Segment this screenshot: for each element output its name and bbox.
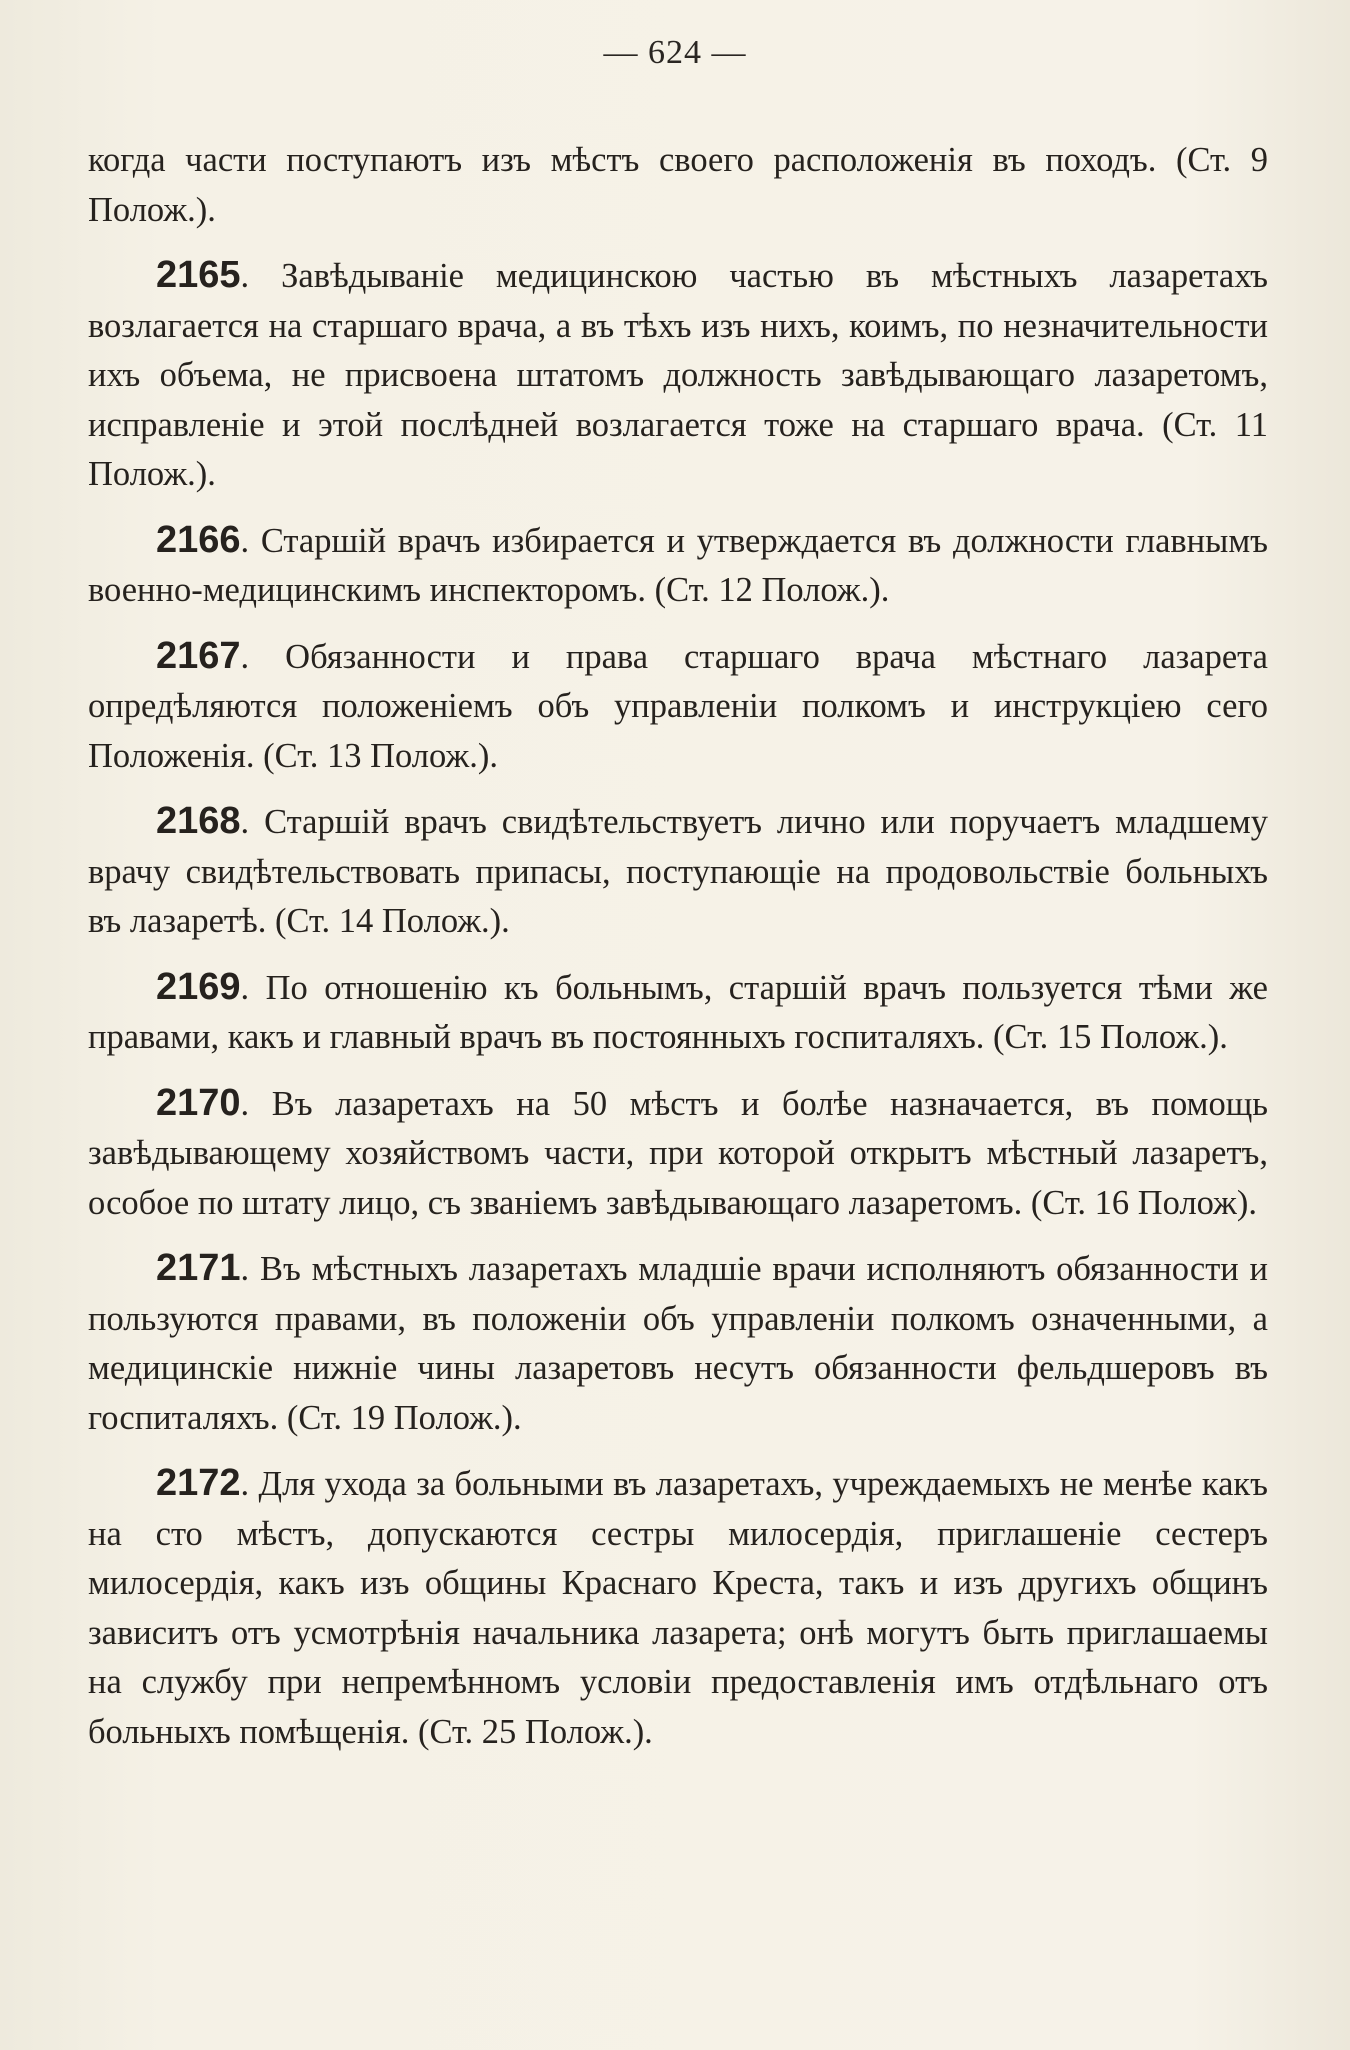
article-number: 2170 — [156, 1081, 241, 1124]
article-text: Старшій врачъ избирается и утверждается въ должности главнымъ военно-медицинскимъ инспекторомъ. (Ст. 12 Полож.). — [88, 521, 1268, 609]
article-2168: 2168. Старшій врачъ свидѣтельствуетъ лично или поручаетъ младшему врачу свидѣтельствовать припасы, поступающіе на продовольствіе больныхъ въ лазаретѣ. (Ст. 14 Полож.). — [88, 800, 1268, 940]
article-2170: 2170. Въ лазаретахъ на 50 мѣстъ и болѣе назначается, въ помощь завѣдывающему хозяйствомъ части, при которой открытъ мѣстный лазаретъ, особое по штату лицо, съ званіемъ завѣдывающаго лазаретомъ. (Ст. 16 Полож). — [88, 1081, 1268, 1222]
article-2171: 2171. Въ мѣстныхъ лазаретахъ младшіе врачи исполняютъ обязанности и пользуются правами, въ положеніи объ управленіи полкомъ означенными, а медицинскіе нижніе чины лазаретовъ несутъ обязанности фельдшеровъ въ госпиталяхъ. (Ст. 19 Полож.). — [88, 1247, 1269, 1437]
article-2169: 2169. По отношенію къ больнымъ, старшій врачъ пользуется тѣми же правами, какъ и главный врачъ въ постоянныхъ госпиталяхъ. (Ст. 15 Полож.). — [88, 965, 1268, 1056]
article-text: Старшій врачъ свидѣтельствуетъ лично или поручаетъ младшему врачу свидѣтельствовать припасы, поступающіе на продовольствіе больныхъ въ лазаретѣ. (Ст. 14 Полож.). — [88, 803, 1268, 940]
article-2165: 2165. Завѣдываніе медицинскою частью въ мѣстныхъ лазаретахъ возлагается на старшаго врача, а въ тѣхъ изъ нихъ, коимъ, по незначительности ихъ объема, не присвоена штатомъ должность завѣдывающаго лазаретомъ, исправленіе и этой послѣдней возлагается тоже на старшаго врача. (Ст. 11 Полож.). — [88, 254, 1269, 493]
article-number: 2165 — [156, 254, 241, 296]
page-body — [88, 136, 1268, 1757]
intro-paragraph: когда части поступаютъ изъ мѣстъ своего расположенія въ походъ. (Ст. 9 Полож.). — [88, 141, 1268, 229]
article-2166: 2166. Старшій врачъ избирается и утверждается въ должности главнымъ военно-медицинскимъ инспекторомъ. (Ст. 12 Полож.). — [88, 518, 1268, 609]
article-text: Обязанности и права старшаго врача мѣстнаго лазарета опредѣляются положеніемъ объ управленіи полкомъ и инструкціею сего Положенія. (Ст. 13 Полож.). — [88, 637, 1268, 775]
article-text: Завѣдываніе медицинскою частью въ мѣстныхъ лазаретахъ возлагается на старшаго врача, а въ тѣхъ изъ нихъ, коимъ, по незначительности ихъ объема, не присвоена штатомъ должность завѣдывающаго лазаретомъ, исправленіе и этой послѣдней возлагается тоже на старшаго врача. (Ст. 11 Полож.). — [88, 257, 1269, 493]
article-number: 2171 — [156, 1247, 241, 1289]
page-number: — 624 — — [603, 34, 747, 71]
article-number: 2168 — [156, 800, 241, 842]
article-number: 2169 — [156, 965, 241, 1008]
article-text: Для ухода за больными въ лазаретахъ, учреждаемыхъ не менѣе какъ на сто мѣстъ, допускаются сестры милосердія, приглашеніе сестеръ милосердія, какъ изъ общины Краснаго Креста, такъ и изъ другихъ общинъ зависитъ отъ усмотрѣнія начальника лазарета; онѣ могутъ быть приглашаемы на службу при непремѣнномъ условіи предоставленія имъ отдѣльнаго отъ больныхъ помѣщенія. (Ст. 25 Полож.). — [88, 1465, 1269, 1751]
article-2172: 2172. Для ухода за больными въ лазаретахъ, учреждаемыхъ не менѣе какъ на сто мѣстъ, допускаются сестры милосердія, приглашеніе сестеръ милосердія, какъ изъ общины Краснаго Креста, такъ и изъ другихъ общинъ зависитъ отъ усмотрѣнія начальника лазарета; онѣ могутъ быть приглашаемы на службу при непремѣнномъ условіи предоставленія имъ отдѣльнаго отъ больныхъ помѣщенія. (Ст. 25 Полож.). — [88, 1462, 1269, 1751]
article-text: По отношенію къ больнымъ, старшій врачъ пользуется тѣми же правами, какъ и главный врачъ въ постоянныхъ госпиталяхъ. (Ст. 15 Полож.). — [88, 968, 1268, 1056]
article-2167: 2167. Обязанности и права старшаго врача мѣстнаго лазарета опредѣляются положеніемъ объ управленіи полкомъ и инструкціею сего Положенія. (Ст. 13 Полож.). — [88, 634, 1268, 775]
article-text: Въ мѣстныхъ лазаретахъ младшіе врачи исполняютъ обязанности и пользуются правами, въ положеніи объ управленіи полкомъ означенными, а медицинскіе нижніе чины лазаретовъ несутъ обязанности фельдшеровъ въ госпиталяхъ. (Ст. 19 Полож.). — [88, 1250, 1269, 1437]
article-number: 2172 — [156, 1462, 241, 1504]
article-text: Въ лазаретахъ на 50 мѣстъ и болѣе назначается, въ помощь завѣдывающему хозяйствомъ части, при которой открытъ мѣстный лазаретъ, особое по штату лицо, съ званіемъ завѣдывающаго лазаретомъ. (Ст. 16 Полож). — [88, 1084, 1268, 1222]
article-number: 2166 — [156, 518, 241, 561]
article-number: 2167 — [156, 634, 241, 677]
